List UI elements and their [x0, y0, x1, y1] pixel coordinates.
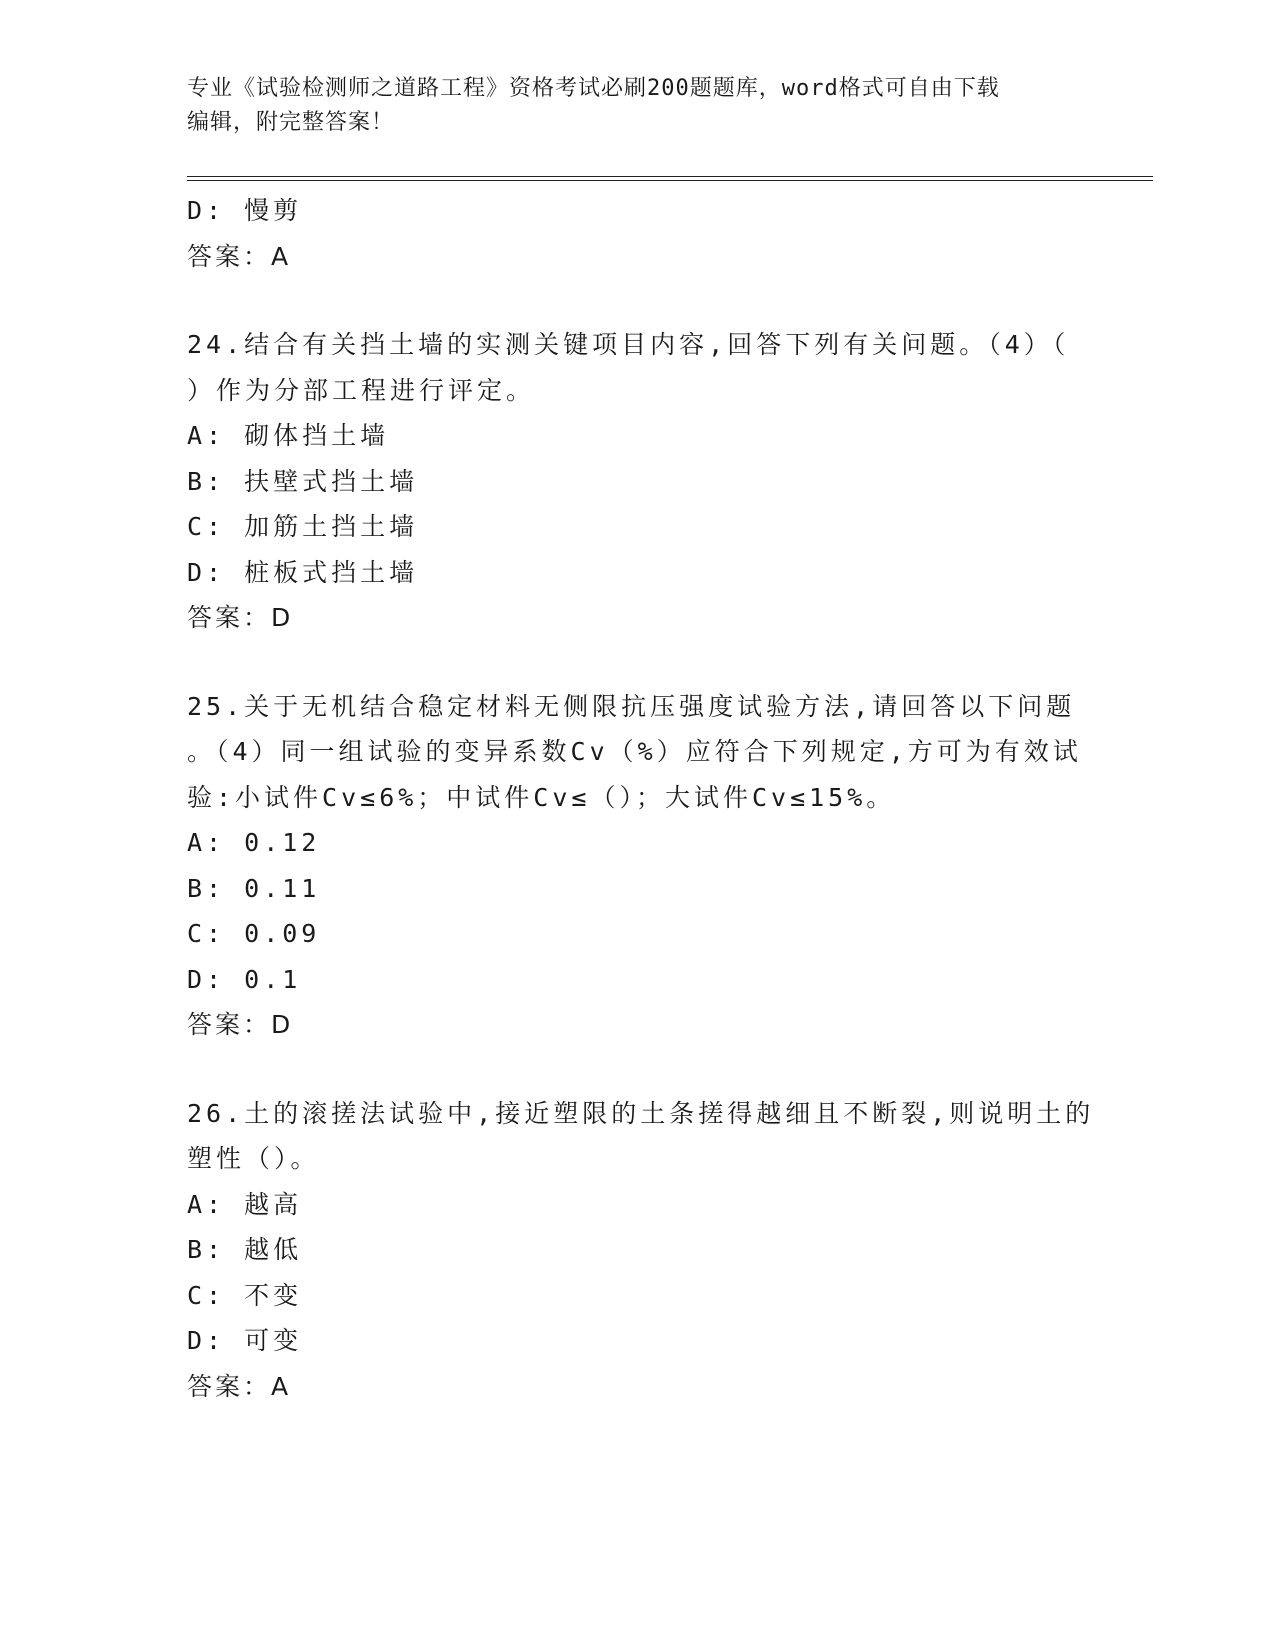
answer: 答案：D	[187, 1010, 294, 1039]
question-text: ）作为分部工程进行评定。	[187, 375, 536, 405]
option-d: D: 桩板式挡土墙	[187, 557, 419, 587]
question-text: 。（4）同一组试验的变异系数Cv（%）应符合下列规定,方可为有效试	[187, 737, 1082, 766]
question-text: 验:小试件Cv≤6%；中试件Cv≤（）；大试件Cv≤15%。	[187, 782, 896, 812]
previous-question-tail	[187, 188, 1087, 279]
option-d: D: 0.1	[187, 964, 302, 994]
question-24	[187, 322, 1087, 641]
option-a: A: 越高	[187, 1189, 303, 1219]
option-c: C: 0.09	[187, 919, 321, 948]
answer: 答案：A	[187, 241, 292, 271]
question-text: 25.关于无机结合稳定材料无侧限抗压强度试验方法,请回答以下问题	[187, 691, 1076, 721]
option-a: A: 0.12	[187, 828, 321, 857]
option-b: B: 越低	[187, 1235, 303, 1264]
question-text: 26.土的滚搓法试验中,接近塑限的土条搓得越细且不断裂,则说明土的	[187, 1098, 1095, 1128]
option-a: A: 砌体挡土墙	[187, 421, 390, 450]
answer: 答案：A	[187, 1371, 292, 1401]
question-text: 塑性（）。	[187, 1144, 320, 1173]
option-d: D: 可变	[187, 1326, 303, 1355]
document-body	[187, 188, 1095, 1409]
question-text: 24.结合有关挡土墙的实测关键项目内容,回答下列有关问题。（4）（	[187, 330, 1070, 359]
header-title-line-1: 专业《试验检测师之道路工程》资格考试必刷200题题库，word格式可自由下载	[187, 76, 1000, 101]
question-25	[187, 684, 1087, 1048]
option-c: C: 加筋土挡土墙	[187, 512, 419, 541]
header-divider	[187, 176, 1153, 181]
answer: 答案：D	[187, 603, 294, 632]
option-c: C: 不变	[187, 1280, 303, 1310]
option-d: D: 慢剪	[187, 196, 303, 225]
option-b: B: 0.11	[187, 873, 321, 903]
question-26	[187, 1091, 1095, 1410]
header-title-line-2: 编辑，附完整答案！	[187, 110, 395, 135]
option-b: B: 扶壁式挡土墙	[187, 466, 419, 496]
page-header	[187, 72, 1067, 140]
